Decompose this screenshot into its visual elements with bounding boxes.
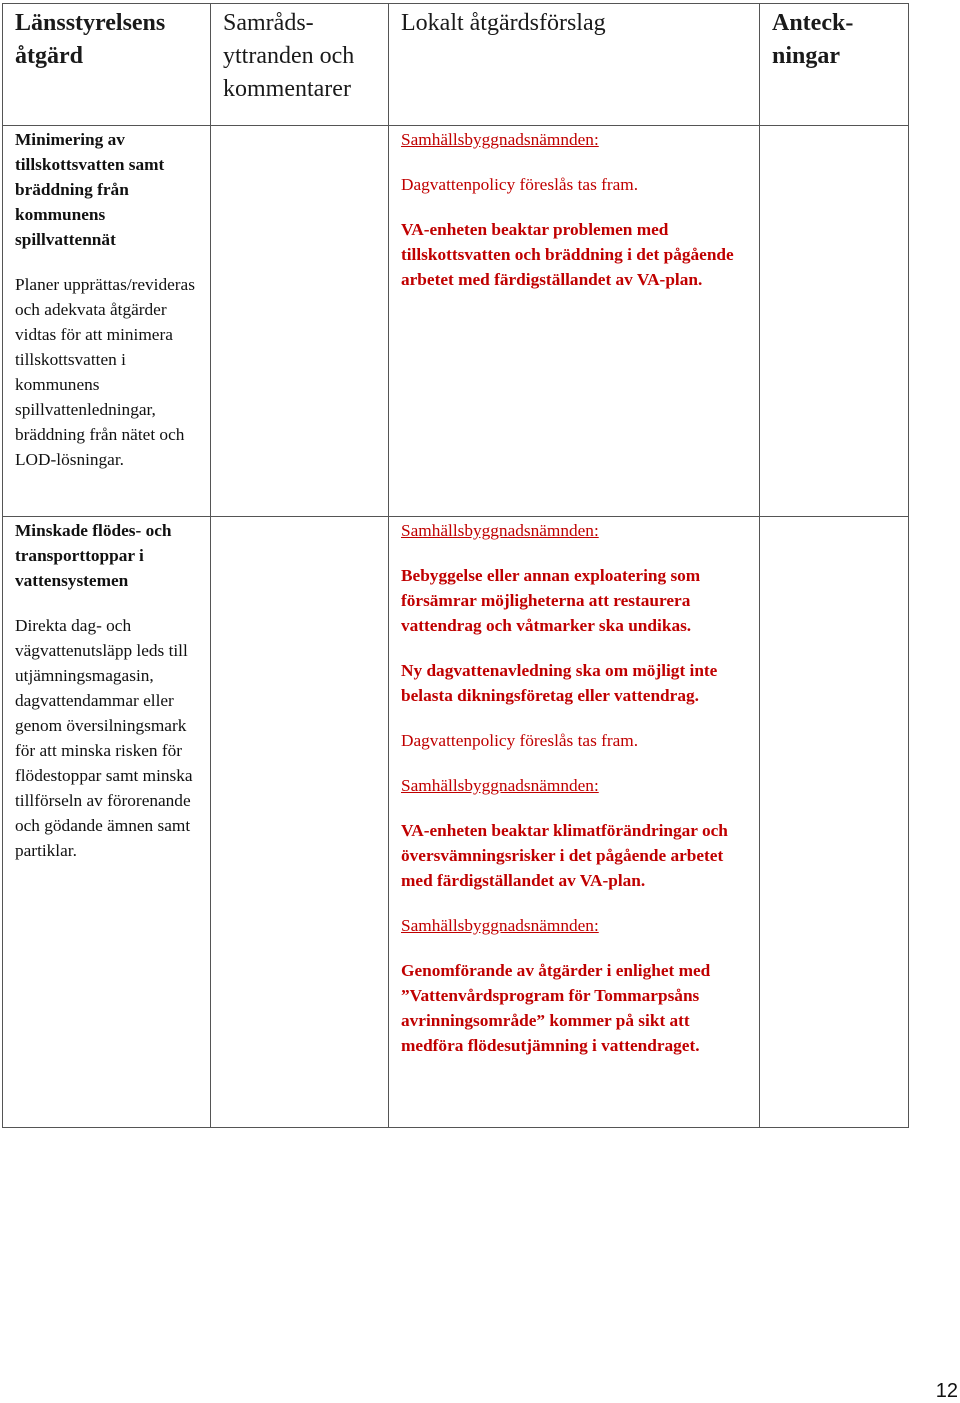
measures-table [2, 3, 909, 1128]
header-lansstyrelsens-atgard: Länsstyrelsens åtgärd [3, 4, 211, 126]
proposal-paragraph: Ny dagvattenavledning ska om möjligt inte belasta dikningsföretag eller vattendrag. [401, 661, 718, 705]
proposal-cell [389, 126, 760, 517]
measure-cell [3, 517, 211, 1128]
comments-cell [211, 126, 389, 517]
proposal-paragraph: Dagvattenpolicy föreslås tas fram. [401, 731, 639, 750]
header-row [3, 4, 909, 126]
measure-description: Direkta dag- och vägvattenutsläpp leds till utjämningsmagasin, dagvattendammar eller genom översilningsmark för att minska risken för flödestoppar samt minska tillförseln av förorenande och gödande ämnen samt partiklar. [15, 616, 193, 860]
comments-cell [211, 517, 389, 1128]
table-row [3, 517, 909, 1128]
proposal-paragraph: Dagvattenpolicy föreslås tas fram. [401, 175, 639, 194]
proposal-paragraph: VA-enheten beaktar problemen med tillskottsvatten och bräddning i det pågående arbetet med färdigställandet av VA-plan. [401, 220, 734, 289]
header-samradsyttranden: Samråds-yttranden och kommentarer [211, 4, 389, 126]
notes-cell [760, 517, 909, 1128]
proposal-heading: Samhällsbyggnadsnämnden: [401, 776, 599, 795]
header-lokalt-atgardsforslag: Lokalt åtgärdsförslag [389, 4, 760, 126]
proposal-paragraph: Genomförande av åtgärder i enlighet med ”Vattenvårdsprogram för Tommarpsåns avrinningsområde” kommer på sikt att medföra flödesutjämning i vattendraget. [401, 961, 711, 1055]
proposal-paragraph: Bebyggelse eller annan exploatering som försämrar möjligheterna att restaurera vattendrag och våtmarker ska undikas. [401, 566, 701, 635]
proposal-heading: Samhällsbyggnadsnämnden: [401, 130, 599, 149]
proposal-cell [389, 517, 760, 1128]
measure-title: Minimering av tillskottsvatten samt bräddning från kommunens spillvattennät [15, 130, 165, 249]
measure-cell [3, 126, 211, 517]
proposal-heading: Samhällsbyggnadsnämnden: [401, 521, 599, 540]
measure-title: Minskade flödes- och transporttoppar i vattensystemen [15, 521, 172, 590]
table-row [3, 126, 909, 517]
proposal-heading: Samhällsbyggnadsnämnden: [401, 916, 599, 935]
measure-description: Planer upprättas/revideras och adekvata åtgärder vidtas för att minimera tillskottsvatten i kommunens spillvattenledningar, bräddning från nätet och LOD-lösningar. [15, 275, 195, 469]
notes-cell [760, 126, 909, 517]
header-anteckningar: Anteck-ningar [760, 4, 909, 126]
page-number: 12 [935, 1380, 958, 1402]
proposal-paragraph: VA-enheten beaktar klimatförändringar och översvämningsrisker i det pågående arbetet med färdigställandet av VA-plan. [401, 821, 728, 890]
